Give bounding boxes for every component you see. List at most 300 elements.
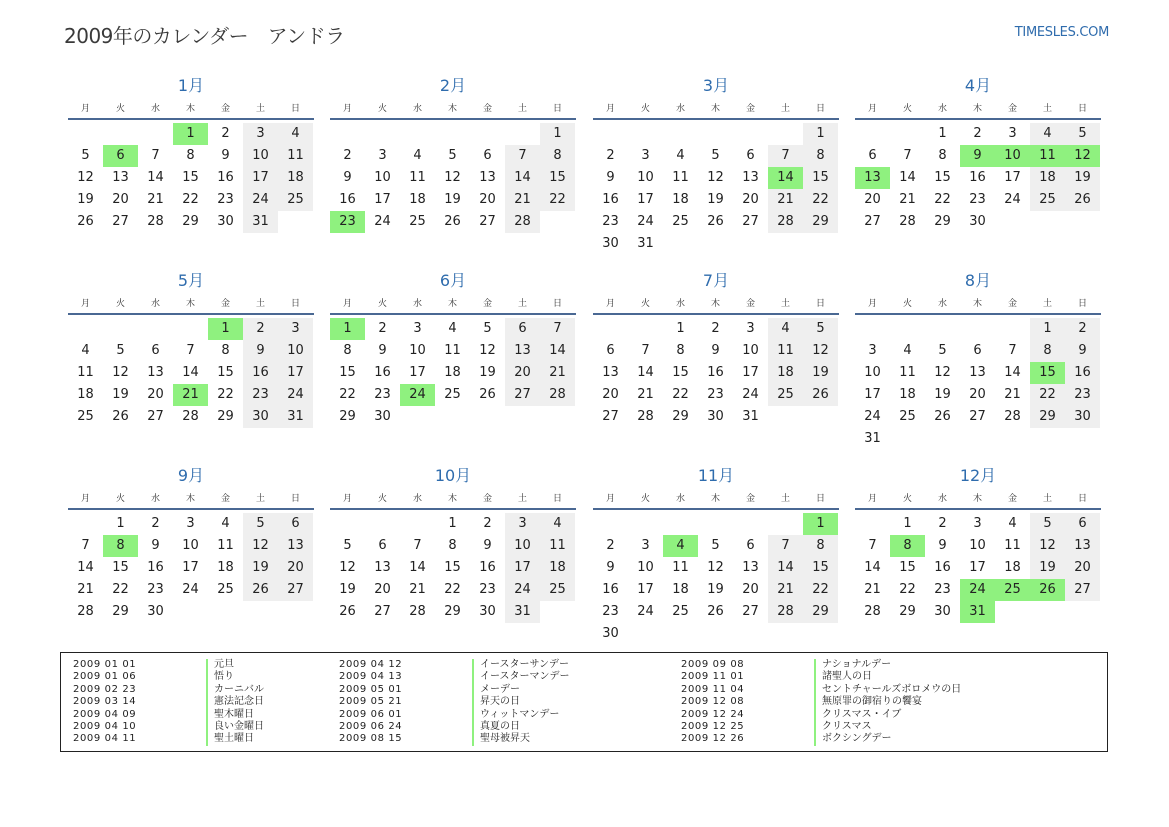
weekday-label: 木 bbox=[972, 299, 982, 309]
holiday-name: 昇天の日 bbox=[472, 696, 520, 708]
empty-cell bbox=[68, 318, 103, 340]
weekday-label: 水 bbox=[675, 299, 685, 309]
day-cell: 6 bbox=[868, 148, 877, 163]
day-cell: 10 bbox=[742, 343, 759, 358]
day-cell: 26 bbox=[1065, 189, 1100, 211]
holiday-date: 2009 04 10 bbox=[73, 720, 137, 732]
day-cell: 19 bbox=[707, 192, 724, 207]
day-cell: 27 bbox=[969, 409, 986, 424]
day-cell: 6 bbox=[606, 343, 615, 358]
month-name: 2月 bbox=[439, 76, 467, 95]
day-cell: 13 bbox=[112, 170, 129, 185]
weekday-header bbox=[68, 295, 314, 315]
holiday-day-cell: 26 bbox=[1030, 579, 1065, 601]
day-cell: 4 bbox=[1030, 123, 1065, 145]
month-name: 3月 bbox=[702, 76, 730, 95]
holiday-row bbox=[339, 671, 570, 683]
day-cell: 10 bbox=[864, 365, 881, 380]
holiday-date: 2009 04 09 bbox=[73, 708, 137, 720]
day-cell: 10 bbox=[505, 535, 540, 557]
holiday-date: 2009 12 08 bbox=[681, 696, 745, 708]
day-cell: 21 bbox=[899, 192, 916, 207]
day-cell: 10 bbox=[243, 145, 278, 167]
weekday-label: 日 bbox=[1077, 299, 1087, 309]
day-cell: 5 bbox=[483, 321, 492, 336]
empty-cell bbox=[68, 123, 103, 145]
holiday-day-cell: 8 bbox=[103, 535, 138, 557]
weekday-label: 金 bbox=[482, 494, 492, 504]
weekday-label: 土 bbox=[780, 104, 790, 114]
holiday-date: 2009 06 01 bbox=[339, 708, 403, 720]
day-cell: 7 bbox=[81, 538, 90, 553]
holiday-row bbox=[339, 684, 570, 696]
day-cell: 13 bbox=[1065, 535, 1100, 557]
day-cell: 23 bbox=[479, 582, 496, 597]
month-name: 12月 bbox=[959, 466, 997, 485]
weekday-label: 火 bbox=[902, 299, 912, 309]
weekday-label: 月 bbox=[342, 299, 352, 309]
day-cell: 16 bbox=[243, 362, 278, 384]
day-cell: 19 bbox=[444, 192, 461, 207]
day-cell: 17 bbox=[969, 560, 986, 575]
day-cell: 30 bbox=[147, 604, 164, 619]
weekday-label: 火 bbox=[640, 299, 650, 309]
day-cell: 2 bbox=[938, 516, 947, 531]
weekday-label: 土 bbox=[517, 494, 527, 504]
weekday-label: 土 bbox=[780, 299, 790, 309]
month-2 bbox=[330, 72, 576, 233]
day-cell: 8 bbox=[221, 343, 230, 358]
day-cell: 12 bbox=[339, 560, 356, 575]
weekday-label: 日 bbox=[815, 494, 825, 504]
day-cell: 9 bbox=[483, 538, 492, 553]
weekday-label: 金 bbox=[1007, 104, 1017, 114]
weekday-label: 火 bbox=[377, 494, 387, 504]
day-cell: 23 bbox=[1065, 384, 1100, 406]
day-cell: 22 bbox=[444, 582, 461, 597]
weekday-label: 金 bbox=[220, 104, 230, 114]
empty-cell bbox=[628, 513, 663, 535]
holiday-date: 2009 05 01 bbox=[339, 683, 403, 695]
day-cell: 17 bbox=[1004, 170, 1021, 185]
day-cell: 23 bbox=[374, 387, 391, 402]
day-cell: 24 bbox=[182, 582, 199, 597]
day-cell: 5 bbox=[243, 513, 278, 535]
holiday-day-cell: 24 bbox=[400, 384, 435, 406]
day-cell: 11 bbox=[444, 343, 461, 358]
month-name: 8月 bbox=[964, 271, 992, 290]
day-cell: 16 bbox=[934, 560, 951, 575]
holiday-date: 2009 05 21 bbox=[339, 696, 403, 708]
day-cell: 25 bbox=[768, 384, 803, 406]
day-cell: 20 bbox=[742, 582, 759, 597]
day-cell: 22 bbox=[672, 387, 689, 402]
holiday-name: 聖木曜日 bbox=[206, 709, 254, 721]
day-cell: 4 bbox=[903, 343, 912, 358]
holiday-day-cell: 1 bbox=[173, 123, 208, 145]
weekday-label: 土 bbox=[255, 494, 265, 504]
day-cell: 31 bbox=[505, 601, 540, 623]
day-cell: 28 bbox=[637, 409, 654, 424]
day-cell: 29 bbox=[1030, 406, 1065, 428]
day-cell: 19 bbox=[707, 582, 724, 597]
holiday-day-cell: 9 bbox=[960, 145, 995, 167]
holiday-date: 2009 03 14 bbox=[73, 696, 137, 708]
day-cell: 14 bbox=[409, 560, 426, 575]
month-5 bbox=[68, 267, 314, 428]
holiday-day-cell: 6 bbox=[103, 145, 138, 167]
day-cell: 30 bbox=[934, 604, 951, 619]
holiday-row bbox=[339, 721, 570, 733]
weekday-label: 土 bbox=[1042, 299, 1052, 309]
weekday-label: 火 bbox=[115, 299, 125, 309]
empty-cell bbox=[768, 513, 803, 535]
day-cell: 18 bbox=[409, 192, 426, 207]
holiday-row bbox=[73, 671, 264, 683]
weekday-label: 木 bbox=[185, 299, 195, 309]
day-cell: 9 bbox=[378, 343, 387, 358]
day-cell: 7 bbox=[1008, 343, 1017, 358]
weekday-label: 金 bbox=[745, 104, 755, 114]
day-cell: 12 bbox=[1030, 535, 1065, 557]
weekday-header bbox=[330, 490, 576, 510]
day-cell: 26 bbox=[112, 409, 129, 424]
day-cell: 18 bbox=[672, 582, 689, 597]
day-cell: 2 bbox=[606, 538, 615, 553]
empty-cell bbox=[138, 318, 173, 340]
holiday-day-cell: 25 bbox=[995, 579, 1030, 601]
day-cell: 21 bbox=[540, 362, 575, 384]
day-cell: 3 bbox=[378, 148, 387, 163]
day-cell: 30 bbox=[602, 236, 619, 251]
day-cell: 29 bbox=[182, 214, 199, 229]
day-cell: 14 bbox=[77, 560, 94, 575]
day-cell: 30 bbox=[1065, 406, 1100, 428]
site-name[interactable]: TIMESLES.COM bbox=[1014, 25, 1109, 40]
holiday-name: 悟り bbox=[206, 671, 234, 683]
day-cell: 27 bbox=[112, 214, 129, 229]
day-cell: 29 bbox=[934, 214, 951, 229]
month-name: 4月 bbox=[964, 76, 992, 95]
day-cell: 7 bbox=[768, 145, 803, 167]
holiday-date: 2009 12 25 bbox=[681, 720, 745, 732]
day-cell: 24 bbox=[278, 384, 313, 406]
empty-cell bbox=[593, 318, 628, 340]
weekday-label: 木 bbox=[972, 104, 982, 114]
holiday-name: ボクシングデー bbox=[814, 733, 892, 745]
weekday-label: 金 bbox=[1007, 299, 1017, 309]
empty-cell bbox=[698, 123, 733, 145]
day-cell: 20 bbox=[278, 557, 313, 579]
day-cell: 8 bbox=[540, 145, 575, 167]
day-cell: 28 bbox=[505, 211, 540, 233]
day-cell: 1 bbox=[116, 516, 125, 531]
day-cell: 7 bbox=[641, 343, 650, 358]
month-6 bbox=[330, 267, 576, 428]
day-cell: 2 bbox=[606, 148, 615, 163]
month-name: 5月 bbox=[177, 271, 205, 290]
day-cell: 7 bbox=[868, 538, 877, 553]
weekday-label: 水 bbox=[412, 299, 422, 309]
day-cell: 20 bbox=[112, 192, 129, 207]
holiday-date: 2009 08 15 bbox=[339, 733, 403, 745]
day-cell: 3 bbox=[413, 321, 422, 336]
day-cell: 14 bbox=[899, 170, 916, 185]
day-cell: 4 bbox=[221, 516, 230, 531]
day-cell: 17 bbox=[637, 582, 654, 597]
day-cell: 27 bbox=[374, 604, 391, 619]
day-cell: 15 bbox=[803, 557, 838, 579]
day-cell: 26 bbox=[77, 214, 94, 229]
day-cell: 23 bbox=[707, 387, 724, 402]
day-cell: 24 bbox=[742, 387, 759, 402]
day-cell: 30 bbox=[479, 604, 496, 619]
empty-cell bbox=[103, 318, 138, 340]
day-cell: 11 bbox=[540, 535, 575, 557]
weekday-label: 日 bbox=[290, 494, 300, 504]
empty-cell bbox=[890, 123, 925, 145]
day-cell: 15 bbox=[540, 167, 575, 189]
day-cell: 29 bbox=[112, 604, 129, 619]
weekday-label: 金 bbox=[220, 494, 230, 504]
day-cell: 22 bbox=[1030, 384, 1065, 406]
day-cell: 16 bbox=[339, 192, 356, 207]
day-cell: 13 bbox=[505, 340, 540, 362]
day-cell: 15 bbox=[217, 365, 234, 380]
weekday-label: 土 bbox=[1042, 104, 1052, 114]
day-cell: 18 bbox=[899, 387, 916, 402]
day-grid bbox=[593, 513, 839, 645]
weekday-label: 木 bbox=[185, 494, 195, 504]
weekday-label: 日 bbox=[290, 299, 300, 309]
day-cell: 21 bbox=[1004, 387, 1021, 402]
day-cell: 14 bbox=[182, 365, 199, 380]
holiday-date: 2009 04 12 bbox=[339, 659, 403, 670]
empty-cell bbox=[628, 318, 663, 340]
day-cell: 12 bbox=[707, 560, 724, 575]
day-cell: 5 bbox=[343, 538, 352, 553]
day-cell: 3 bbox=[746, 321, 755, 336]
day-cell: 27 bbox=[1065, 579, 1100, 601]
holiday-date: 2009 01 01 bbox=[73, 659, 137, 670]
day-cell: 25 bbox=[278, 189, 313, 211]
day-cell: 3 bbox=[868, 343, 877, 358]
day-cell: 23 bbox=[217, 192, 234, 207]
weekday-label: 日 bbox=[552, 299, 562, 309]
day-cell: 6 bbox=[505, 318, 540, 340]
holiday-row bbox=[339, 733, 570, 745]
month-name: 6月 bbox=[439, 271, 467, 290]
weekday-label: 木 bbox=[710, 494, 720, 504]
day-cell: 6 bbox=[973, 343, 982, 358]
day-cell: 26 bbox=[803, 384, 838, 406]
day-cell: 24 bbox=[505, 579, 540, 601]
day-cell: 16 bbox=[969, 170, 986, 185]
day-cell: 16 bbox=[479, 560, 496, 575]
day-cell: 30 bbox=[602, 626, 619, 641]
day-cell: 25 bbox=[899, 409, 916, 424]
holiday-date: 2009 11 04 bbox=[681, 683, 745, 695]
empty-cell bbox=[68, 513, 103, 535]
holiday-name: クリスマス bbox=[814, 721, 872, 733]
holiday-name: クリスマス・イブ bbox=[814, 709, 901, 721]
empty-cell bbox=[663, 513, 698, 535]
weekday-header bbox=[593, 490, 839, 510]
holiday-row bbox=[73, 696, 264, 708]
empty-cell bbox=[173, 318, 208, 340]
empty-cell bbox=[628, 123, 663, 145]
day-cell: 18 bbox=[217, 560, 234, 575]
day-cell: 31 bbox=[243, 211, 278, 233]
empty-cell bbox=[663, 123, 698, 145]
weekday-label: 木 bbox=[710, 104, 720, 114]
day-cell: 1 bbox=[540, 123, 575, 145]
day-cell: 19 bbox=[243, 557, 278, 579]
weekday-label: 火 bbox=[115, 104, 125, 114]
day-cell: 4 bbox=[540, 513, 575, 535]
day-cell: 17 bbox=[409, 365, 426, 380]
day-cell: 18 bbox=[77, 387, 94, 402]
empty-cell bbox=[855, 123, 890, 145]
month-name: 7月 bbox=[702, 271, 730, 290]
day-cell: 20 bbox=[479, 192, 496, 207]
holiday-date: 2009 06 24 bbox=[339, 720, 403, 732]
day-cell: 5 bbox=[803, 318, 838, 340]
day-cell: 25 bbox=[217, 582, 234, 597]
day-cell: 28 bbox=[899, 214, 916, 229]
day-cell: 28 bbox=[864, 604, 881, 619]
holiday-day-cell: 13 bbox=[855, 167, 890, 189]
weekday-label: 水 bbox=[412, 494, 422, 504]
day-cell: 14 bbox=[1004, 365, 1021, 380]
day-cell: 2 bbox=[973, 126, 982, 141]
empty-cell bbox=[470, 123, 505, 145]
day-cell: 2 bbox=[221, 126, 230, 141]
empty-cell bbox=[330, 513, 365, 535]
day-cell: 7 bbox=[413, 538, 422, 553]
holiday-date: 2009 01 06 bbox=[73, 671, 137, 683]
day-cell: 6 bbox=[746, 538, 755, 553]
day-cell: 22 bbox=[803, 579, 838, 601]
holiday-date: 2009 04 13 bbox=[339, 671, 403, 683]
holiday-name: イースターサンデー bbox=[472, 659, 569, 671]
day-cell: 12 bbox=[934, 365, 951, 380]
day-cell: 15 bbox=[934, 170, 951, 185]
day-cell: 30 bbox=[243, 406, 278, 428]
weekday-label: 金 bbox=[482, 104, 492, 114]
day-grid bbox=[593, 123, 839, 255]
day-cell: 4 bbox=[278, 123, 313, 145]
day-cell: 3 bbox=[186, 516, 195, 531]
weekday-label: 日 bbox=[1077, 104, 1087, 114]
day-cell: 22 bbox=[112, 582, 129, 597]
day-grid bbox=[855, 318, 1101, 450]
weekday-label: 金 bbox=[482, 299, 492, 309]
month-name: 9月 bbox=[177, 466, 205, 485]
day-cell: 18 bbox=[1030, 167, 1065, 189]
day-cell: 20 bbox=[147, 387, 164, 402]
day-cell: 10 bbox=[969, 538, 986, 553]
day-cell: 25 bbox=[77, 409, 94, 424]
day-cell: 29 bbox=[444, 604, 461, 619]
holiday-day-cell: 31 bbox=[960, 601, 995, 623]
day-cell: 31 bbox=[278, 406, 313, 428]
day-cell: 19 bbox=[479, 365, 496, 380]
day-cell: 10 bbox=[374, 170, 391, 185]
day-cell: 15 bbox=[112, 560, 129, 575]
day-cell: 7 bbox=[768, 535, 803, 557]
day-cell: 1 bbox=[938, 126, 947, 141]
day-cell: 23 bbox=[147, 582, 164, 597]
day-cell: 10 bbox=[637, 560, 654, 575]
day-cell: 1 bbox=[903, 516, 912, 531]
day-cell: 23 bbox=[602, 604, 619, 619]
weekday-label: 月 bbox=[867, 494, 877, 504]
day-grid bbox=[68, 123, 314, 233]
day-cell: 3 bbox=[278, 318, 313, 340]
day-cell: 2 bbox=[1065, 318, 1100, 340]
day-cell: 16 bbox=[1065, 362, 1100, 384]
holiday-row bbox=[681, 684, 961, 696]
day-cell: 28 bbox=[409, 604, 426, 619]
holiday-row bbox=[339, 709, 570, 721]
day-cell: 1 bbox=[803, 123, 838, 145]
weekday-label: 月 bbox=[605, 104, 615, 114]
day-cell: 2 bbox=[483, 516, 492, 531]
day-cell: 25 bbox=[672, 604, 689, 619]
day-cell: 2 bbox=[243, 318, 278, 340]
holiday-column-2 bbox=[339, 659, 570, 746]
weekday-label: 日 bbox=[815, 104, 825, 114]
day-cell: 25 bbox=[1030, 189, 1065, 211]
holiday-row bbox=[681, 659, 961, 671]
day-cell: 27 bbox=[505, 384, 540, 406]
weekday-label: 火 bbox=[377, 104, 387, 114]
day-cell: 3 bbox=[641, 538, 650, 553]
month-8 bbox=[855, 267, 1101, 450]
holiday-row bbox=[73, 684, 264, 696]
day-cell: 9 bbox=[343, 170, 352, 185]
day-cell: 10 bbox=[409, 343, 426, 358]
day-cell: 15 bbox=[899, 560, 916, 575]
day-cell: 23 bbox=[243, 384, 278, 406]
month-12 bbox=[855, 462, 1101, 623]
day-cell: 3 bbox=[1008, 126, 1017, 141]
day-cell: 21 bbox=[768, 579, 803, 601]
empty-cell bbox=[698, 513, 733, 535]
holiday-name: 聖母被昇天 bbox=[472, 733, 530, 745]
weekday-label: 水 bbox=[937, 104, 947, 114]
day-cell: 17 bbox=[374, 192, 391, 207]
weekday-label: 火 bbox=[902, 104, 912, 114]
day-cell: 12 bbox=[803, 340, 838, 362]
weekday-label: 火 bbox=[640, 494, 650, 504]
day-grid bbox=[330, 513, 576, 623]
day-cell: 4 bbox=[768, 318, 803, 340]
day-cell: 6 bbox=[378, 538, 387, 553]
weekday-label: 金 bbox=[220, 299, 230, 309]
weekday-label: 木 bbox=[447, 104, 457, 114]
weekday-header bbox=[593, 295, 839, 315]
day-cell: 5 bbox=[116, 343, 125, 358]
weekday-label: 金 bbox=[745, 494, 755, 504]
day-cell: 25 bbox=[409, 214, 426, 229]
weekday-label: 土 bbox=[780, 494, 790, 504]
day-cell: 27 bbox=[742, 214, 759, 229]
day-cell: 20 bbox=[969, 387, 986, 402]
day-cell: 29 bbox=[339, 409, 356, 424]
weekday-label: 木 bbox=[710, 299, 720, 309]
